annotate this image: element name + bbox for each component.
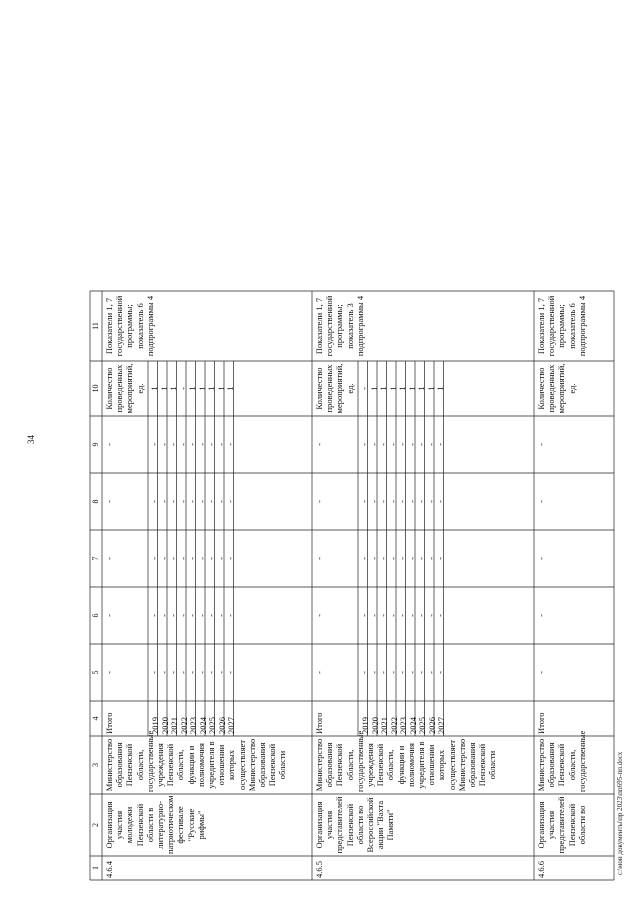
year-value: - [416,671,426,674]
year-label: 2019 [150,717,160,734]
year-value: - [196,443,207,446]
year-value: - [158,671,169,674]
indicator-value: - [359,387,369,390]
indicator-value: 1 [196,386,207,391]
program-indicator: Показатели 1, 7 государственной программы; показатель 6 подпрограммы 4 [536,295,587,357]
indicator-name: Количество проведенных мероприятий, ед. [314,363,355,414]
year-label: 2023 [188,717,198,734]
year-value: - [225,557,235,560]
year-value: - [168,500,178,503]
year-value: - [368,671,379,674]
indicator-value: 1 [187,386,197,391]
total-value: - [104,671,114,674]
year-value: - [168,671,178,674]
year-value: - [149,614,159,617]
year-value: - [206,443,216,446]
total-value: - [314,500,324,503]
year-value: - [187,443,197,446]
total-value: - [314,671,324,674]
year-label: 2026 [216,717,227,734]
year-value: - [168,614,178,617]
year-value: - [215,443,226,446]
year-label: 2022 [388,717,399,734]
year-value: - [149,443,159,446]
year-value: - [225,614,235,617]
indicator-value: 1 [397,386,407,391]
year-value: - [149,557,159,560]
indicator-value: 1 [425,386,436,391]
indicator-value: 1 [206,386,216,391]
row-id: 4.6.5 [314,861,324,878]
event-name: Организация участия представителей Пензенской области во [536,796,587,854]
year-value: - [416,500,426,503]
indicator-value: - [177,387,188,390]
year-label: 2026 [426,717,437,734]
total-value: - [314,557,324,560]
year-value: - [177,443,188,446]
year-value: - [425,443,436,446]
year-value: - [187,614,197,617]
year-value: - [359,671,369,674]
year-value: - [435,500,445,503]
year-value: - [406,500,417,503]
year-value: - [406,671,417,674]
year-value: - [368,557,379,560]
file-path-footer: c:\мои документы\пр 2023\пп695-пп.docx [616,751,624,875]
year-value: - [387,557,398,560]
year-value: - [206,614,216,617]
indicator-value: 1 [387,386,398,391]
total-value: - [536,671,546,674]
indicator-value: 1 [416,386,426,391]
total-value: - [314,614,324,617]
header-col-10: 10 [91,384,100,393]
year-value: - [387,671,398,674]
year-value: - [225,443,235,446]
year-value: - [406,443,417,446]
year-value: - [196,500,207,503]
indicator-value: 1 [406,386,417,391]
indicator-value: 1 [149,386,159,391]
year-value: - [435,443,445,446]
year-value: - [187,500,197,503]
header-col-7: 7 [91,556,100,561]
year-label: 2023 [398,717,408,734]
year-value: - [425,557,436,560]
year-value: - [149,671,159,674]
header-col-4: 4 [91,716,100,721]
total-value: - [536,614,546,617]
year-value: - [359,443,369,446]
year-label: 2027 [436,717,446,734]
year-value: - [168,557,178,560]
indicator-value: 1 [378,386,388,391]
row-id: 4.6.6 [536,861,546,878]
year-label: 2025 [417,717,427,734]
year-value: - [215,557,226,560]
year-value: - [177,500,188,503]
year-value: - [225,671,235,674]
year-label: 2019 [360,717,370,734]
year-value: - [378,614,388,617]
year-value: - [225,500,235,503]
year-value: - [397,443,407,446]
year-value: - [416,614,426,617]
year-value: - [177,614,188,617]
year-value: - [416,557,426,560]
indicator-name: Количество проведенных мероприятий, ед. [104,363,145,414]
total-label: Итого [104,712,114,734]
year-value: - [196,557,207,560]
year-label: 2021 [379,717,389,734]
header-col-1: 1 [91,866,100,870]
total-label: Итого [536,712,546,734]
year-label: 2027 [226,717,236,734]
year-value: - [196,671,207,674]
header-col-2: 2 [91,823,100,827]
year-label: 2020 [369,717,380,734]
header-col-6: 6 [91,613,100,618]
year-value: - [397,500,407,503]
year-value: - [378,500,388,503]
year-value: - [206,671,216,674]
header-col-9: 9 [91,442,100,447]
executor: Министерство образования Пензенской области, государственные учреждения Пензенской области, функции и полномочия учредителя в отношении которых осуществляет Министерство образования Пензенской области [314,730,498,792]
year-value: - [359,557,369,560]
year-value: - [196,614,207,617]
year-value: - [158,443,169,446]
program-indicator: Показатели 1, 7 государственной программы; показатель 6 подпрограммы 4 [104,295,155,357]
indicator-value: 1 [225,386,235,391]
year-value: - [378,557,388,560]
year-value: - [397,671,407,674]
year-value: - [425,614,436,617]
total-value: - [536,557,546,560]
year-value: - [187,557,197,560]
year-label: 2020 [159,717,170,734]
year-value: - [387,614,398,617]
year-value: - [187,671,197,674]
year-value: - [397,614,407,617]
header-col-5: 5 [91,670,100,675]
year-value: - [368,443,379,446]
indicator-value: 1 [215,386,226,391]
year-value: - [158,614,169,617]
total-value: - [104,443,114,446]
total-value: - [104,557,114,560]
year-value: - [215,500,226,503]
total-value: - [104,500,114,503]
year-value: - [368,500,379,503]
year-value: - [406,557,417,560]
year-value: - [206,557,216,560]
year-value: - [397,557,407,560]
year-value: - [168,443,178,446]
year-value: - [425,671,436,674]
executor: Министерство образования Пензенской области, государственные [536,730,587,792]
year-label: 2024 [197,717,208,734]
year-value: - [378,671,388,674]
total-value: - [314,443,324,446]
indicator-value: 1 [158,386,169,391]
year-value: - [425,500,436,503]
year-value: - [359,614,369,617]
year-value: - [177,671,188,674]
executor: Министерство образования Пензенской области, государственные учреждения Пензенской области, функции и полномочия учредителя в отношении которых осуществляет Министерство образования Пензенской области [104,730,288,792]
row-id: 4.6.4 [104,861,114,878]
year-value: - [435,671,445,674]
header-col-11: 11 [91,322,100,330]
year-value: - [149,500,159,503]
event-name: Организация участия представителей Пензенской области во Всероссийской акции "Вахта Памяти" [314,796,396,854]
year-value: - [435,614,445,617]
indicator-value: 1 [168,386,178,391]
year-value: - [416,443,426,446]
indicator-value: 1 [368,386,379,391]
year-value: - [215,614,226,617]
total-value: - [536,500,546,503]
year-value: - [406,614,417,617]
indicator-name: Количество проведенных мероприятий, ед. [536,363,577,414]
year-value: - [359,500,369,503]
year-value: - [387,443,398,446]
total-label: Итого [314,712,324,734]
indicator-value: 1 [435,386,445,391]
year-value: - [206,500,216,503]
year-value: - [215,671,226,674]
year-value: - [158,557,169,560]
total-value: - [104,614,114,617]
year-value: - [177,557,188,560]
year-value: - [387,500,398,503]
year-value: - [435,557,445,560]
header-col-8: 8 [91,499,100,504]
year-label: 2025 [207,717,217,734]
year-label: 2022 [178,717,189,734]
year-value: - [368,614,379,617]
header-col-3: 3 [91,763,100,767]
year-value: - [158,500,169,503]
year-label: 2024 [407,717,418,734]
total-value: - [536,443,546,446]
year-label: 2021 [169,717,179,734]
budget-table [90,20,620,880]
year-value: - [378,443,388,446]
page-number: 34 [26,435,36,444]
event-name: Организация участия молодежи Пензенской области в литературно-патриотическом фестивале "Русские рифмы" [104,795,206,854]
program-indicator: Показатели 1, 7 государственной программы; показатель 3 подпрограммы 4 [314,295,365,357]
